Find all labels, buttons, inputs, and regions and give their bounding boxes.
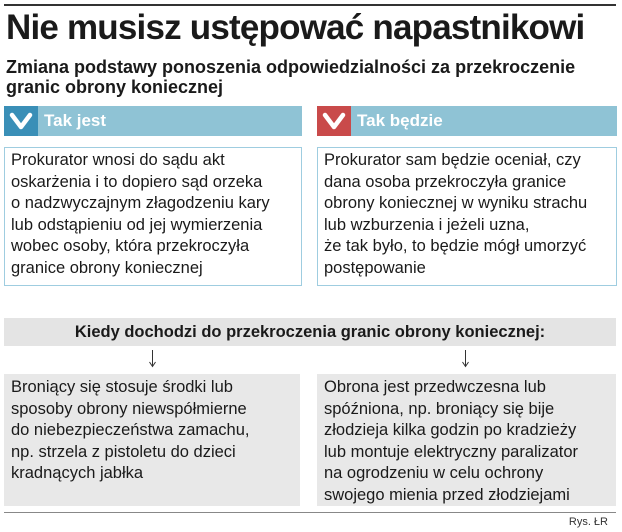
subtitle-line: granic obrony koniecznej [6,77,224,97]
bottom-rule [4,512,616,513]
question-text: Kiedy dochodzi do przekroczenia granic obrony koniecznej: [74,323,546,341]
future-law-label: Tak będzie [357,111,443,130]
current-law-text [11,150,270,279]
text-line: sposoby obrony niewspółmierne [11,399,247,418]
text-line: do niebezpieczeństwa zamachu, [11,421,250,439]
text-line: wobec osoby, która przekroczyła [11,237,250,255]
text-line: lub wzburzenia i jeżeli uzna, [324,215,530,234]
text-line: oskarżenia i to dopiero sąd orzeka [11,172,263,191]
text-line: dana osoba przekroczyła granice [324,172,567,191]
text-line: kradnących jabłka [11,464,144,482]
arrow-down-icon [461,350,470,368]
text-line: postępowanie [324,258,426,277]
text-line: spóźniona, np. broniący się bije [324,399,555,418]
text-line: na ogrodzeniu w celu ochrony [324,464,544,482]
check-icon [317,106,351,136]
subtitle-line: Zmiana podstawy ponoszenia odpowiedzialności za przekroczenie [6,57,576,77]
text-line: że tak było, to będzie mógł umorzyć [324,237,587,255]
check-icon [4,106,38,136]
text-line: swojego mienia przed złodziejami [324,485,570,504]
arrow-down-icon [148,350,157,368]
text-line: Prokurator sam będzie oceniał, czy [324,151,581,169]
current-law-header [4,106,302,136]
text-line: lub odstąpieniu od jej wymierzenia [11,215,263,234]
credit: Rys. ŁR [568,516,608,528]
future-law-text [324,150,587,279]
case-timing-text [324,377,578,506]
future-law-header [317,106,617,136]
text-line: o nadzwyczajnym złagodzeniu kary [11,194,270,212]
text-line: granice obrony koniecznej [11,258,203,277]
text-line: złodzieja kilka godzin po kradzieży [324,421,577,439]
text-line: np. strzela z pistoletu do dzieci [11,442,236,461]
page-subtitle [6,57,616,97]
text-line: Obrona jest przedwczesna lub [324,378,546,396]
page-title: Nie musisz ustępować napastnikowi [6,8,585,47]
current-law-label: Tak jest [44,111,107,130]
text-line: Broniący się stosuje środki lub [11,378,233,396]
case-disproportionate-text [11,377,249,485]
question-banner [4,318,616,346]
text-line: obrony koniecznej w wyniku strachu [324,194,588,212]
text-line: lub montuje elektryczny paralizator [324,442,579,461]
text-line: Prokurator wnosi do sądu akt [11,151,225,169]
